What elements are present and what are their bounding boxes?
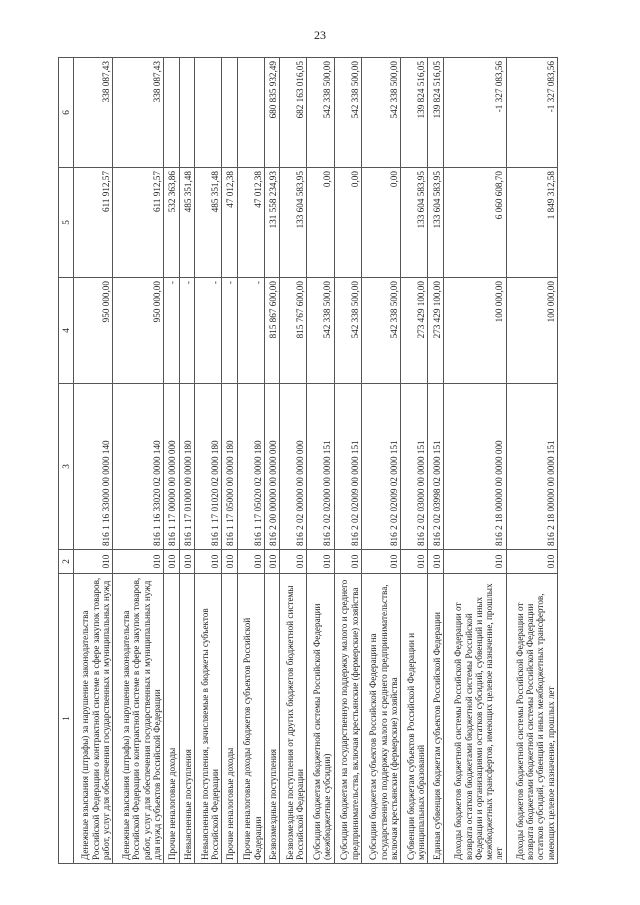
unexecuted-amount-cell: 139 824 516,05 (401, 58, 428, 168)
table-row (237, 58, 264, 864)
budget-code-cell: 816 2 18 00000 00 0000 151 (506, 384, 557, 550)
executed-amount-cell: 532 363,86 (164, 168, 179, 278)
table-row (194, 58, 221, 864)
row-name-cell: Прочие неналоговые доходы бюджетов субъектов Российской Федерации (237, 574, 264, 864)
table-row (179, 58, 194, 864)
row-code-cell: 010 (280, 550, 307, 574)
executed-amount-cell: 47 012,38 (222, 168, 237, 278)
budget-code-cell: 816 1 17 00000 00 0000 000 (164, 384, 179, 550)
table-row (222, 58, 237, 864)
approved-amount-cell: 100 000,00 (443, 278, 506, 384)
rotated-table-frame (58, 58, 558, 864)
row-name-cell: Субсидии бюджетам на государственную поддержку малого и среднего предпринимательства, включая крестьянские (фермерские) хозяйства (334, 574, 361, 864)
row-name-cell: Безвозмездные поступления (264, 574, 279, 864)
table-row (443, 58, 506, 864)
table-row (307, 58, 334, 864)
approved-amount-cell: - (164, 278, 179, 384)
approved-amount-cell: - (237, 278, 264, 384)
executed-amount-cell: 485 351,48 (179, 168, 194, 278)
executed-amount-cell: 485 351,48 (194, 168, 221, 278)
budget-code-cell: 816 2 02 02000 00 0000 151 (307, 384, 334, 550)
row-name-cell: Невыясненные поступления, зачисляемые в бюджеты субъектов Российской Федерации (194, 574, 221, 864)
executed-amount-cell: 611 912,57 (74, 168, 113, 278)
table-row (164, 58, 179, 864)
approved-amount-cell: 100 000,00 (506, 278, 557, 384)
unexecuted-amount-cell (164, 58, 179, 168)
row-code-cell: 010 (307, 550, 334, 574)
row-code-cell: 010 (334, 550, 361, 574)
budget-code-cell: 816 2 02 02009 02 0000 151 (362, 384, 401, 550)
row-code-cell: 010 (194, 550, 221, 574)
table-row (428, 58, 443, 864)
executed-amount-cell: 0,00 (334, 168, 361, 278)
table-row (264, 58, 279, 864)
header-row (59, 58, 74, 864)
unexecuted-amount-cell: 139 824 516,05 (428, 58, 443, 168)
row-name-cell: Субсидии бюджетам бюджетной системы Российской Федерации (межбюджетные субсидии) (307, 574, 334, 864)
executed-amount-cell: 131 558 234,93 (264, 168, 279, 278)
approved-amount-cell: 542 338 500,00 (307, 278, 334, 384)
budget-code-cell: 816 2 02 03998 02 0000 151 (428, 384, 443, 550)
unexecuted-amount-cell: 542 338 500,00 (362, 58, 401, 168)
executed-amount-cell: 47 012,38 (237, 168, 264, 278)
table-row (280, 58, 307, 864)
executed-amount-cell: 0,00 (362, 168, 401, 278)
executed-amount-cell: 133 604 583,95 (401, 168, 428, 278)
unexecuted-amount-cell: 682 163 016,05 (280, 58, 307, 168)
executed-amount-cell: 6 060 608,70 (443, 168, 506, 278)
unexecuted-amount-cell (222, 58, 237, 168)
row-code-cell: 010 (179, 550, 194, 574)
column-header: 6 (59, 58, 74, 168)
table-row (334, 58, 361, 864)
executed-amount-cell: 1 849 312,58 (506, 168, 557, 278)
approved-amount-cell: 815 867 600,00 (264, 278, 279, 384)
unexecuted-amount-cell (194, 58, 221, 168)
budget-code-cell: 816 1 17 05020 02 0000 180 (237, 384, 264, 550)
table-row (401, 58, 428, 864)
row-name-cell: Доходы бюджетов бюджетной системы Российской Федерации от возврата бюджетами бюджетной системы Российской Федерации остатков субсидий, субвенций и иных межбюджетных трансфертов, имеющих целевое назначение, прошлых лет (506, 574, 557, 864)
row-name-cell: Доходы бюджетов бюджетной системы Российской Федерации от возврата остатков бюджетами бюджетной системы Российской Федерации и организациями остатков субсидий, субвенций и иных межбюджетных трансфертов, имеющих целевое назначение, прошлых лет (443, 574, 506, 864)
row-code-cell: 010 (164, 550, 179, 574)
row-name-cell: Безвозмездные поступления от других бюджетов бюджетной системы Российской Федерации (280, 574, 307, 864)
approved-amount-cell: 273 429 100,00 (428, 278, 443, 384)
table-row (113, 58, 164, 864)
row-name-cell: Субсидии бюджетам субъектов Российской Федерации на государственную поддержку малого и среднего предпринимательства, включая крестьянские (фермерские) хозяйства (362, 574, 401, 864)
row-name-cell: Субвенции бюджетам субъектов Российской Федерации и муниципальных образований (401, 574, 428, 864)
unexecuted-amount-cell: 542 338 500,00 (307, 58, 334, 168)
budget-code-cell: 816 1 16 33000 00 0000 140 (74, 384, 113, 550)
column-header: 5 (59, 168, 74, 278)
unexecuted-amount-cell: -1 327 083,56 (506, 58, 557, 168)
budget-code-cell: 816 2 02 03000 00 0000 151 (401, 384, 428, 550)
approved-amount-cell: - (179, 278, 194, 384)
unexecuted-amount-cell: 542 338 500,00 (334, 58, 361, 168)
page-number: 23 (314, 28, 326, 42)
row-code-cell: 010 (362, 550, 401, 574)
column-header: 3 (59, 384, 74, 550)
row-name-cell: Денежные взыскания (штрафы) за нарушение законодательства Российской Федерации о контрактной системе в сфере закупок товаров, работ, услуг для обеспечения государственных и муниципальных нужд для нужд субъектов Российской Федерации (113, 574, 164, 864)
approved-amount-cell: 950 000,00 (113, 278, 164, 384)
row-code-cell: 010 (74, 550, 113, 574)
row-name-cell: Прочие неналоговые доходы (164, 574, 179, 864)
column-header: 1 (59, 574, 74, 864)
column-header: 2 (59, 550, 74, 574)
unexecuted-amount-cell (179, 58, 194, 168)
executed-amount-cell: 133 604 583,95 (280, 168, 307, 278)
row-name-cell: Прочие неналоговые доходы (222, 574, 237, 864)
approved-amount-cell: 273 429 100,00 (401, 278, 428, 384)
revenue-table (58, 57, 558, 864)
row-code-cell: 010 (506, 550, 557, 574)
approved-amount-cell: 542 338 500,00 (362, 278, 401, 384)
table-body (74, 58, 558, 864)
budget-code-cell: 816 2 02 02009 00 0000 151 (334, 384, 361, 550)
row-code-cell: 010 (222, 550, 237, 574)
approved-amount-cell: 815 767 600,00 (280, 278, 307, 384)
budget-code-cell: 816 2 02 00000 00 0000 000 (280, 384, 307, 550)
budget-code-cell: 816 2 00 00000 00 0000 000 (264, 384, 279, 550)
executed-amount-cell: 0,00 (307, 168, 334, 278)
unexecuted-amount-cell: 338 087,43 (74, 58, 113, 168)
unexecuted-amount-cell: -1 327 083,56 (443, 58, 506, 168)
budget-code-cell: 816 1 17 01020 02 0000 180 (194, 384, 221, 550)
table-wrapper (58, 58, 558, 864)
row-code-cell: 010 (113, 550, 164, 574)
table-row (74, 58, 113, 864)
budget-code-cell: 816 1 17 05000 00 0000 180 (222, 384, 237, 550)
executed-amount-cell: 611 912,57 (113, 168, 164, 278)
unexecuted-amount-cell (237, 58, 264, 168)
row-code-cell: 010 (401, 550, 428, 574)
budget-code-cell: 816 1 17 01000 00 0000 180 (179, 384, 194, 550)
budget-code-cell: 816 1 16 33020 02 0000 140 (113, 384, 164, 550)
row-code-cell: 010 (264, 550, 279, 574)
approved-amount-cell: 542 338 500,00 (334, 278, 361, 384)
executed-amount-cell: 133 604 583,95 (428, 168, 443, 278)
approved-amount-cell: - (194, 278, 221, 384)
row-name-cell: Невыясненные поступления (179, 574, 194, 864)
row-name-cell: Единая субвенция бюджетам субъектов Российской Федерации (428, 574, 443, 864)
unexecuted-amount-cell: 680 835 932,49 (264, 58, 279, 168)
approved-amount-cell: - (222, 278, 237, 384)
table-row (506, 58, 557, 864)
column-header: 4 (59, 278, 74, 384)
budget-code-cell: 816 2 18 00000 00 0000 000 (443, 384, 506, 550)
row-code-cell: 010 (443, 550, 506, 574)
row-code-cell: 010 (237, 550, 264, 574)
table-row (362, 58, 401, 864)
approved-amount-cell: 950 000,00 (74, 278, 113, 384)
row-code-cell: 010 (428, 550, 443, 574)
unexecuted-amount-cell: 338 087,43 (113, 58, 164, 168)
row-name-cell: Денежные взыскания (штрафы) за нарушение законодательства Российской Федерации о контрактной системе в сфере закупок товаров, работ, услуг для обеспечения государственных и муниципальных нужд (74, 574, 113, 864)
